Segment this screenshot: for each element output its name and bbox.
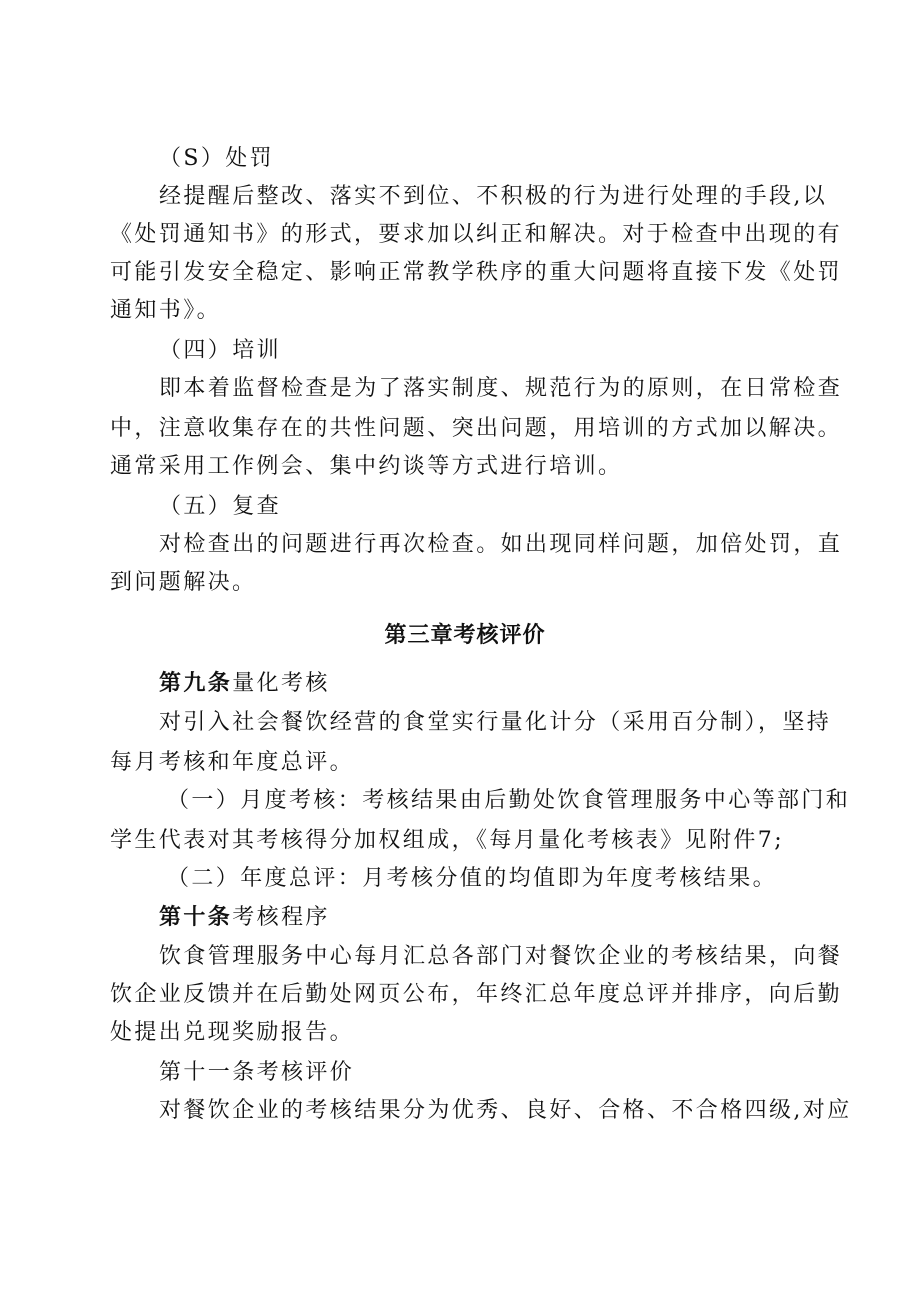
paragraph-line: （一）月度考核：考核结果由后勤处饮食管理服务中心等部门和 xyxy=(167,788,851,813)
section-title-penalty: （S）处罚 xyxy=(159,146,275,171)
article-heading xyxy=(159,665,820,701)
section-title-training: （四）培训 xyxy=(159,338,282,363)
paragraph-line: 可能引发安全稳定、影响正常教学秩序的重大问题将直接下发《处罚 xyxy=(110,260,843,285)
article-heading: 第十一条考核评价 xyxy=(159,1060,355,1085)
article-title: 考核程序 xyxy=(232,905,330,930)
paragraph-line: 通常采用工作例会、集中约谈等方式进行培训。 xyxy=(110,454,623,479)
paragraph-line: 通知书》。 xyxy=(110,298,222,323)
paragraph-line: 饮食管理服务中心每月汇总各部门对餐饮企业的考核结果，向餐 xyxy=(159,944,843,969)
article-heading xyxy=(159,899,820,935)
article-label: 第九条 xyxy=(159,670,233,696)
paragraph-line: 学生代表对其考核得分加权组成，《每月量化考核表》见附件7; xyxy=(110,828,785,853)
article-label: 第十条 xyxy=(159,904,233,930)
section-title-recheck: （五）复查 xyxy=(159,494,282,519)
chapter-title: 第三章考核评价 xyxy=(384,622,546,648)
paragraph-line: 《处罚通知书》的形式，要求加以纠正和解决。对于检查中出现的有 xyxy=(110,222,843,247)
paragraph-line: 处提出兑现奖励报告。 xyxy=(110,1020,355,1045)
article-title: 量化考核 xyxy=(232,671,330,696)
paragraph-line: （二）年度总评：月考核分值的均值即为年度考核结果。 xyxy=(167,866,778,891)
paragraph-line: 对餐饮企业的考核结果分为优秀、良好、合格、不合格四级,对应 xyxy=(159,1098,852,1123)
paragraph-line: 到问题解决。 xyxy=(110,570,257,595)
paragraph-line: 经提醒后整改、落实不到位、不积极的行为进行处理的手段,以 xyxy=(159,184,828,209)
paragraph-line: 饮企业反馈并在后勤处网页公布，年终汇总年度总评并排序，向后勤 xyxy=(110,982,843,1007)
paragraph-line: 每月考核和年度总评。 xyxy=(110,750,355,775)
paragraph-line: 对引入社会餐饮经营的食堂实行量化计分（采用百分制），坚持 xyxy=(159,710,832,735)
paragraph-line: 对检查出的问题进行再次检查。如出现同样问题，加倍处罚，直 xyxy=(159,532,843,557)
paragraph-line: 即本着监督检查是为了落实制度、规范行为的原则，在日常检查 xyxy=(159,376,843,401)
paragraph-line: 中，注意收集存在的共性问题、突出问题，用培训的方式加以解决。 xyxy=(110,416,843,441)
